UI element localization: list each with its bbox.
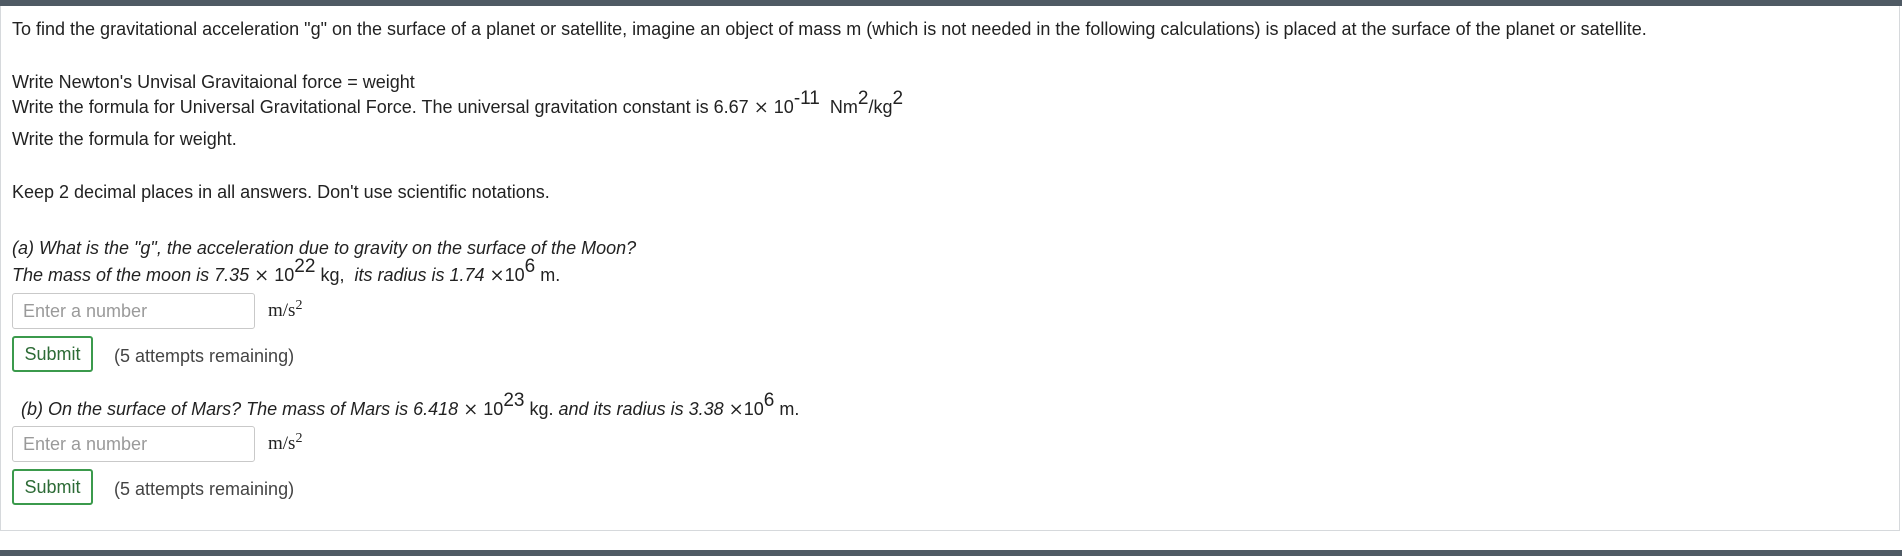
part-a-given: [12, 256, 561, 287]
part-a-unit-text: m/s: [268, 300, 296, 321]
part-a-question: (a) What is the "g", the acceleration due to gravity on the surface of the Moon?: [12, 238, 637, 258]
part-a-mass-text: The mass of the moon is 7.35: [12, 265, 250, 285]
bottom-bar: [0, 550, 1902, 556]
part-b-radius-base: 10: [743, 399, 764, 419]
part-b-mass-unit: kg.: [529, 399, 554, 419]
part-a-mass-base: 10: [274, 265, 295, 285]
part-a-radius-base: 10: [504, 265, 525, 285]
part-a-submit-button[interactable]: Submit: [12, 336, 93, 372]
part-b-attempts-remaining: (5 attempts remaining): [114, 479, 295, 499]
part-b-radius-exponent: 6: [763, 390, 775, 411]
part-b-unit: [268, 433, 302, 455]
part-a-answer-input[interactable]: [12, 293, 255, 329]
constant-unit-kg: /kg: [868, 97, 893, 117]
part-b-mass-base: 10: [483, 399, 504, 419]
part-b-question: [21, 390, 800, 421]
times-symbol: ×: [728, 399, 744, 420]
step-1-text: Write Newton's Unvisal Gravitaional force = weight: [12, 72, 415, 92]
constant-unit-exp-1: 2: [857, 88, 869, 109]
question-panel: [0, 6, 1900, 531]
part-a-unit-exponent: 2: [295, 298, 303, 313]
step-2-text: [12, 88, 904, 119]
part-a-mass-exponent: 22: [294, 256, 316, 277]
step-2-base: 10: [773, 97, 794, 117]
times-symbol: ×: [463, 399, 479, 420]
part-b-mass-exponent: 23: [503, 390, 525, 411]
constant-unit-exp-2: 2: [892, 88, 904, 109]
step-2-label: Write the formula for Universal Gravitational Force. The universal gravitation constant is 6.67: [12, 97, 749, 117]
part-b-radius-text: and its radius is 3.38: [558, 399, 724, 419]
part-b-question-text: (b) On the surface of Mars? The mass of Mars is 6.418: [21, 399, 459, 419]
part-a-unit: [268, 300, 302, 322]
times-symbol: ×: [753, 97, 769, 118]
part-b-submit-button[interactable]: Submit: [12, 469, 93, 505]
times-symbol: ×: [254, 265, 270, 286]
step-3-text: Write the formula for weight.: [12, 129, 237, 149]
part-b-answer-input[interactable]: [12, 426, 255, 462]
intro-text: To find the gravitational acceleration "g" on the surface of a planet or satellite, imagine an object of mass m (which is not needed in the following calculations) is placed at the surface of the planet or satellite.: [12, 19, 1647, 39]
part-a-radius-exponent: 6: [524, 256, 536, 277]
times-symbol: ×: [489, 265, 505, 286]
part-a-mass-unit: kg,: [320, 265, 345, 285]
step-2-exponent: -11: [793, 88, 820, 109]
part-b-unit-exponent: 2: [295, 431, 303, 446]
part-b-radius-unit: m.: [779, 399, 800, 419]
part-a-attempts-remaining: (5 attempts remaining): [114, 346, 295, 366]
part-a-radius-unit: m.: [540, 265, 561, 285]
instruction-text: Keep 2 decimal places in all answers. Don't use scientific notations.: [12, 182, 550, 202]
part-a-radius-text: its radius is 1.74: [354, 265, 485, 285]
constant-unit-nm: Nm: [829, 97, 858, 117]
part-b-unit-text: m/s: [268, 433, 296, 454]
